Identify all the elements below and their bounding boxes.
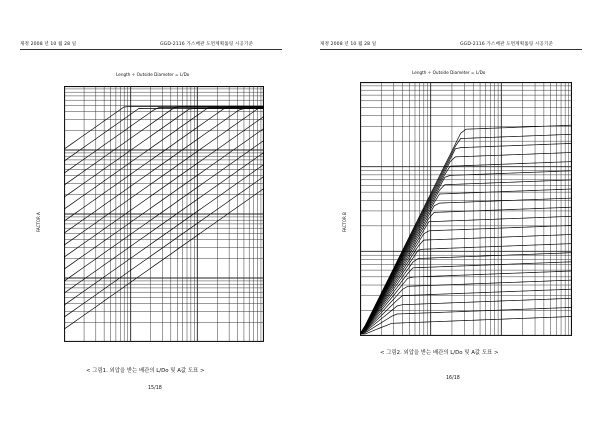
chart-title: Length ÷ Outside Diameter = L/Do	[412, 70, 486, 75]
header-rule	[20, 49, 282, 50]
chart-grid-svg	[64, 86, 264, 342]
factor-chart-right	[360, 82, 572, 336]
y-axis-label: FACTOR A	[36, 212, 41, 232]
figure-caption: < 그림1. 외압을 받는 배관의 L/Do 및 A값 도표 >	[86, 368, 205, 374]
chart-grid-svg	[360, 82, 572, 336]
header-rule	[320, 49, 582, 50]
figure-caption: < 그림2. 외압을 받는 배관의 L/Do 및 A값 도표 >	[380, 350, 499, 356]
y-axis-label: FACTOR B	[342, 212, 347, 232]
page-number: 15/18	[148, 386, 162, 391]
chart-title: Length ÷ Outside Diameter = L/Do	[116, 72, 190, 77]
factor-chart-left	[64, 86, 264, 342]
header-date: 제정 2008 년 10 월 28 일	[320, 42, 377, 47]
header-code: GGD-2116 가스배관 도면계획툴링 시공기준	[160, 42, 254, 47]
page-number: 16/18	[446, 376, 460, 381]
header-code: GGD-2116 가스배관 도면계획툴링 시공기준	[460, 42, 554, 47]
right-page	[300, 0, 600, 424]
header-date: 제정 2008 년 10 월 28 일	[20, 42, 77, 47]
